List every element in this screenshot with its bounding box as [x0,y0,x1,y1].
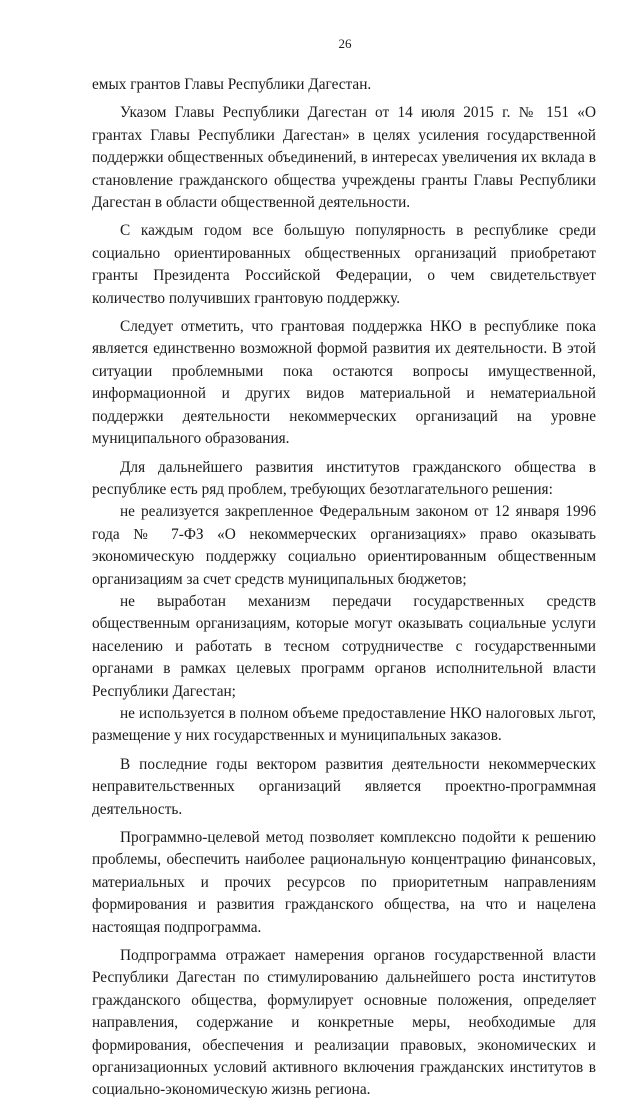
page-number: 26 [338,36,352,51]
paragraph: не используется в полном объеме предоставление НКО налоговых льгот, размещение у них государственных и муниципальных заказов. [92,704,596,745]
paragraph: не выработан механизм передачи государственных средств общественным организациям, которые могут оказывать социальные услуги населению и работать в тесном сотрудничестве с государственными органами в рамках целевых программ органов исполнительной власти Республики Дагестан; [92,592,596,700]
paragraph: емых грантов Главы Республики Дагестан. [92,76,372,93]
paragraph: Подпрограмма отражает намерения органов государственной власти Республики Дагестан по стимулированию дальнейшего роста институтов гражданского общества, формулирует основные положения, определяет направления, содержание и конкретные меры, необходимые для формирования, обеспечения и реализации правовых, экономических и организационных условий активного включения гражданских институтов в социально-экономическую жизнь региона. [92,947,596,1099]
paragraph: С каждым годом все большую популярность в республике среди социально ориентированных общественных организаций приобретают гранты Президента Российской Федерации, о чем свидетельствует количество получивших грантовую поддержку. [92,222,596,307]
paragraph: Программно-целевой метод позволяет комплексно подойти к решению проблемы, обеспечить наиболее рациональную концентрацию финансовых, материальных и прочих ресурсов по приоритетным направлениям формирования и развития гражданского общества, на что и нацелена настоящая подпрограмма. [92,829,596,936]
paragraph: Следует отметить, что грантовая поддержка НКО в республике пока является единственно возможной формой развития их деятельности. В этой ситуации проблемными пока остаются вопросы имущественной, информационной и других видов материальной и нематериальной поддержки деятельности некоммерческих организаций на уровне муниципального образования. [92,318,596,448]
paragraph: Для дальнейшего развития институтов гражданского общества в республике есть ряд проблем, требующих безотлагательного решения: [92,458,596,498]
paragraph: В последние годы вектором развития деятельности некоммерческих неправительственных организаций является проектно-программная деятельность. [92,755,596,818]
paragraph: не реализуется закрепленное Федеральным законом от 12 января 1996 года № 7-ФЗ «О некоммерческих организациях» право оказывать экономическую поддержку социально ориентированным общественным организациям за счет средств муниципальных бюджетов; [92,503,596,588]
paragraph: Указом Главы Республики Дагестан от 14 июля 2015 г. № 151 «О грантах Главы Республики Дагестан» в целях усиления государственной поддержки общественных объединений, в интересах увеличения их вклада в становление гражданского общества учреждены гранты Главы Республики Дагестан в области общественной деятельности. [92,104,596,212]
document-body [92,74,596,1102]
